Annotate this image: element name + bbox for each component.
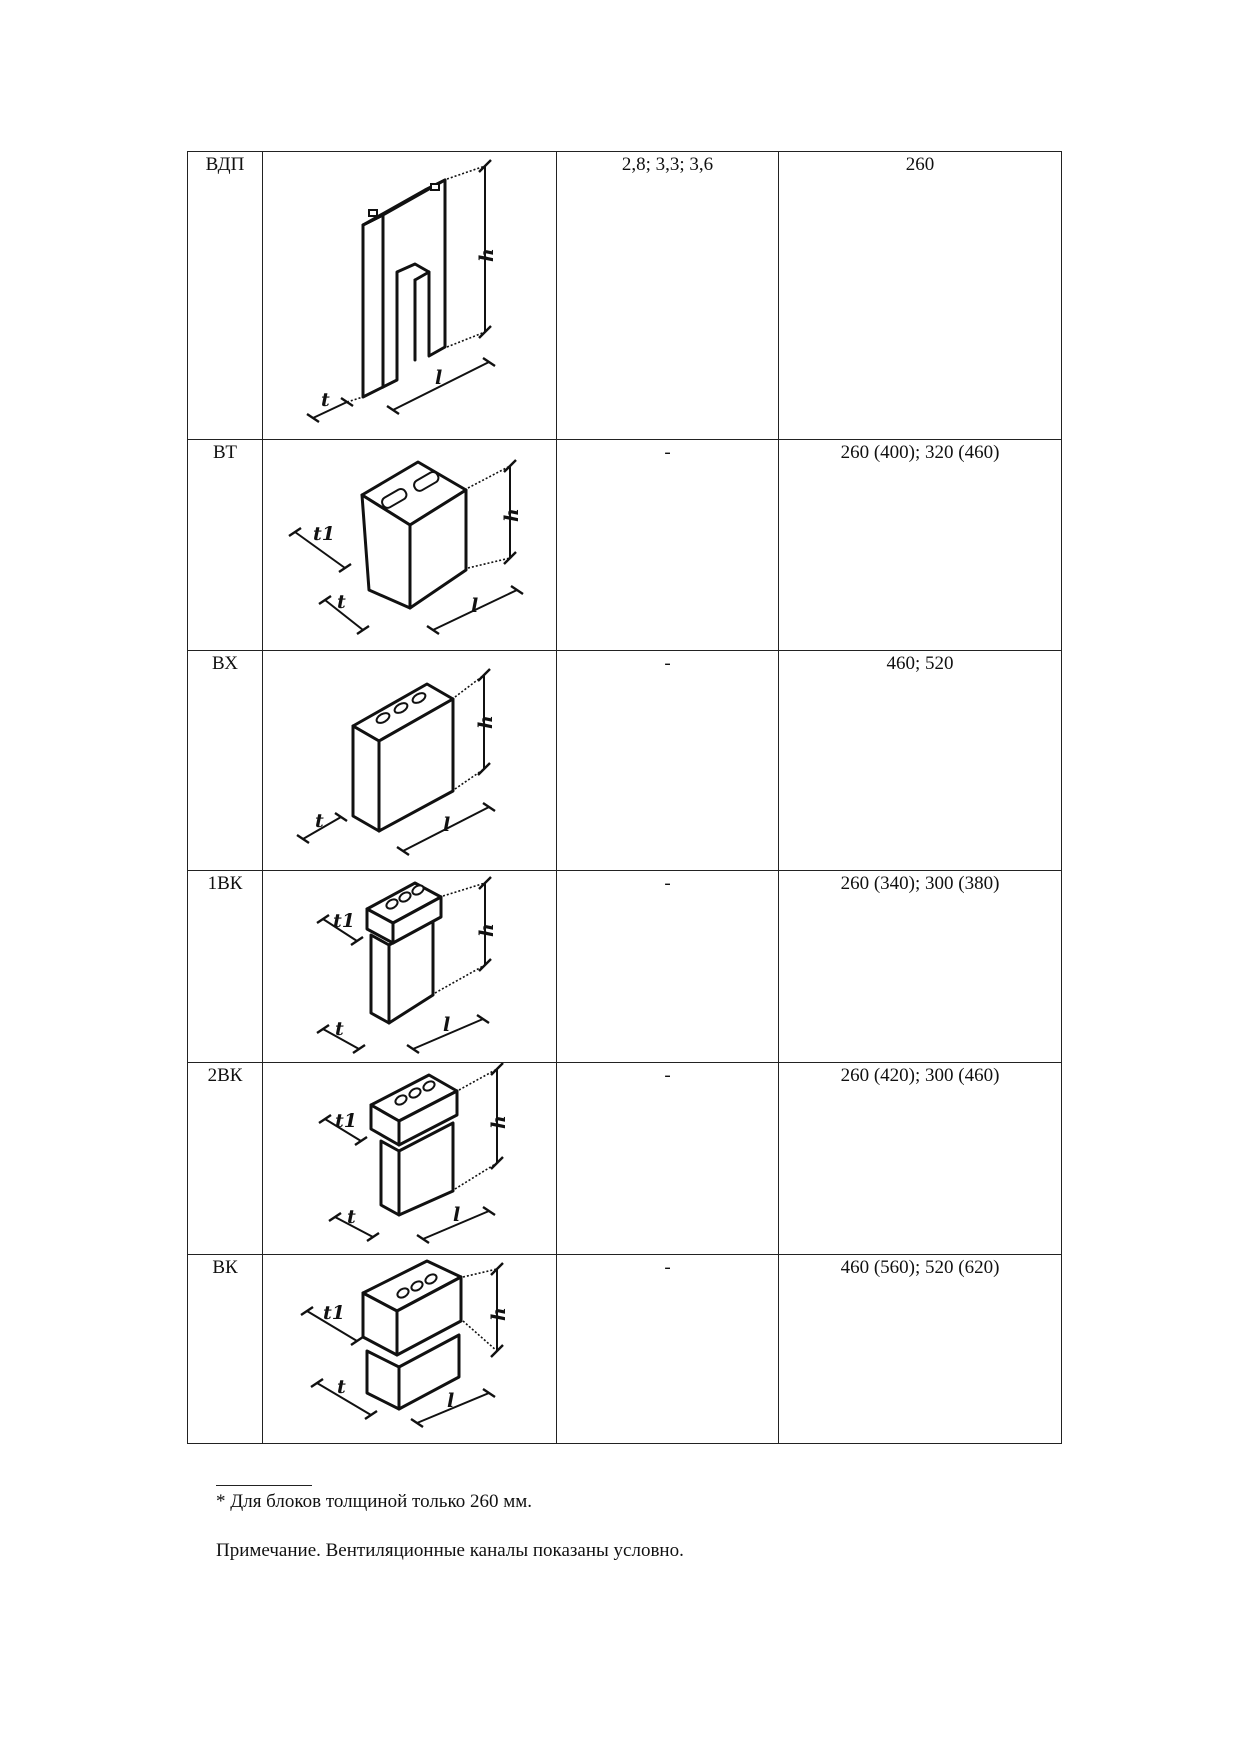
dimension-label-l: l <box>471 595 479 617</box>
dimension-label-t: t <box>337 1376 346 1398</box>
block-figure <box>263 1255 557 1444</box>
table-row <box>188 871 1062 1063</box>
dimension-label-t1: t1 <box>333 910 355 932</box>
block-code: ВХ <box>188 651 263 871</box>
table-row <box>188 152 1062 440</box>
dimension-label-h: h <box>476 923 498 937</box>
dimension-label-h: h <box>476 248 498 262</box>
dimension-label-l: l <box>443 1014 451 1036</box>
dimension-label-l: l <box>447 1390 455 1412</box>
dimension-label-h: h <box>488 1307 510 1321</box>
block-figure <box>263 871 557 1063</box>
block-code: 1ВК <box>188 871 263 1063</box>
dimension-label-t: t <box>321 389 330 411</box>
dimension-label-t1: t1 <box>313 523 335 545</box>
2vk-block-drawing <box>263 1063 556 1254</box>
table-row <box>188 1255 1062 1444</box>
footnote: * Для блоков толщиной только 260 мм. <box>216 1491 533 1512</box>
dimension-label-h: h <box>488 1115 510 1129</box>
dimension-label-t: t <box>337 591 346 613</box>
block-value-b: 260 <box>779 152 1062 440</box>
block-code: ВТ <box>188 440 263 651</box>
block-value-b: 460; 520 <box>779 651 1062 871</box>
block-value-a: - <box>557 651 779 871</box>
block-value-a: - <box>557 440 779 651</box>
vt-block-drawing <box>263 440 556 650</box>
table-row <box>188 651 1062 871</box>
dimension-label-t1: t1 <box>323 1302 345 1324</box>
dimension-label-t: t <box>347 1206 356 1228</box>
blocks-table <box>187 151 1062 1444</box>
dimension-label-t: t <box>315 810 324 832</box>
dimension-label-h: h <box>475 715 497 729</box>
table-row <box>188 1063 1062 1255</box>
block-value-b: 260 (400); 320 (460) <box>779 440 1062 651</box>
dimension-label-l: l <box>453 1204 461 1226</box>
block-value-b: 460 (560); 520 (620) <box>779 1255 1062 1444</box>
dimension-label-l: l <box>443 814 451 836</box>
block-figure <box>263 152 557 440</box>
1vk-block-drawing <box>263 871 556 1062</box>
block-figure <box>263 651 557 871</box>
table-row <box>188 440 1062 651</box>
dimension-label-h: h <box>501 508 523 522</box>
block-code: ВК <box>188 1255 263 1444</box>
vh-block-drawing <box>263 651 556 870</box>
vk-block-drawing <box>263 1255 556 1443</box>
block-value-b: 260 (420); 300 (460) <box>779 1063 1062 1255</box>
block-figure <box>263 1063 557 1255</box>
block-value-a: - <box>557 1255 779 1444</box>
block-figure <box>263 440 557 651</box>
dimension-label-t: t <box>335 1018 344 1040</box>
dimension-label-t1: t1 <box>335 1110 357 1132</box>
block-value-b: 260 (340); 300 (380) <box>779 871 1062 1063</box>
block-value-a: - <box>557 871 779 1063</box>
block-value-a: - <box>557 1063 779 1255</box>
block-code: 2ВК <box>188 1063 263 1255</box>
footnote-separator <box>216 1485 312 1486</box>
dimension-label-l: l <box>435 367 443 389</box>
vdp-block-drawing <box>263 152 556 439</box>
block-code: ВДП <box>188 152 263 440</box>
block-value-a: 2,8; 3,3; 3,6 <box>557 152 779 440</box>
note: Примечание. Вентиляционные каналы показаны условно. <box>216 1540 684 1561</box>
